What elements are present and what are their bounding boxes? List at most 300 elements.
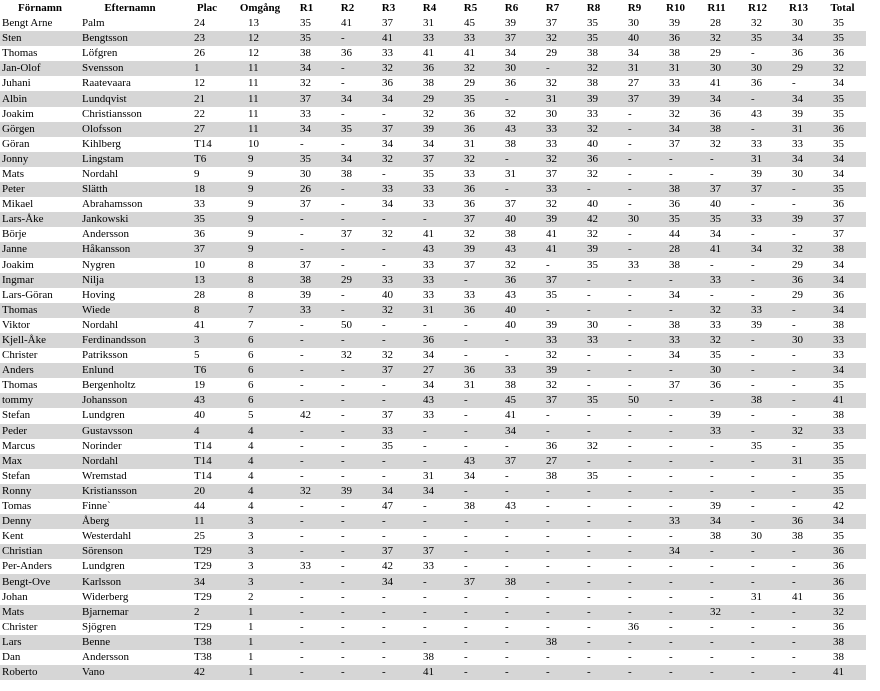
score-cell: 32 — [532, 31, 573, 46]
score-cell: - — [655, 484, 696, 499]
score-cell: 40 — [710, 198, 721, 211]
score-cell: - — [614, 363, 655, 378]
score-cell: 32 — [368, 152, 409, 167]
table-row — [0, 227, 866, 242]
score-cell: 38 — [505, 137, 516, 150]
score-cell: - — [409, 574, 450, 589]
score-cell: 29 — [792, 258, 803, 271]
score-cell: 36 — [833, 560, 844, 573]
score-cell: - — [710, 288, 714, 301]
score-cell: - — [382, 650, 386, 663]
score-cell: - — [628, 137, 632, 150]
score-cell: 9 — [248, 228, 254, 241]
score-cell: 33 — [423, 198, 434, 211]
score-cell: - — [778, 363, 819, 378]
column-header: Total — [830, 2, 855, 14]
score-cell: - — [409, 635, 450, 650]
score-cell: T29 — [194, 620, 212, 633]
score-cell: - — [341, 620, 345, 633]
score-cell: 34 — [368, 91, 409, 106]
score-cell: 37 — [491, 454, 532, 469]
score-cell: 34 — [737, 242, 778, 257]
table-row — [0, 122, 866, 137]
score-cell: - — [505, 620, 509, 633]
score-cell: 40 — [491, 212, 532, 227]
table-row — [0, 31, 866, 46]
score-cell: - — [327, 665, 368, 680]
last-name-cell: Johansson — [80, 393, 180, 408]
last-name-cell: Nilja — [80, 273, 180, 288]
score-cell: 32 — [505, 107, 516, 120]
score-cell: - — [300, 349, 304, 362]
score-cell: 3 — [234, 574, 286, 589]
score-cell: - — [532, 61, 573, 76]
score-cell: - — [464, 439, 468, 452]
score-cell: - — [669, 167, 673, 180]
score-cell: - — [341, 258, 345, 271]
score-cell: 36 — [464, 107, 475, 120]
score-cell: 3 — [234, 514, 286, 529]
score-cell: T14 — [194, 469, 212, 482]
score-cell: - — [655, 393, 696, 408]
score-cell: - — [751, 258, 755, 271]
score-cell: 41 — [792, 590, 803, 603]
score-cell: 37 — [368, 122, 409, 137]
score-cell: - — [341, 288, 345, 301]
score-cell: 32 — [710, 137, 721, 150]
score-cell: - — [737, 273, 778, 288]
score-cell: 27 — [409, 363, 450, 378]
score-cell: 33 — [450, 31, 491, 46]
score-cell: - — [423, 620, 427, 633]
last-name-cell: Benne — [80, 635, 180, 650]
score-cell: 27 — [180, 122, 234, 137]
score-cell: - — [751, 409, 755, 422]
score-cell: - — [696, 574, 737, 589]
score-cell: - — [464, 318, 468, 331]
score-cell: 32 — [300, 77, 311, 90]
column-header: R9 — [627, 2, 642, 14]
score-cell: 30 — [792, 167, 803, 180]
score-cell: 37 — [833, 228, 844, 241]
score-cell: 33 — [368, 182, 409, 197]
score-cell: 32 — [573, 61, 614, 76]
first-name-cell: Börje — [2, 228, 27, 241]
score-cell: - — [751, 349, 755, 362]
score-cell: 30 — [628, 17, 639, 30]
score-cell: 41 — [464, 47, 475, 60]
score-cell: - — [300, 318, 304, 331]
score-cell: 11 — [234, 91, 286, 106]
score-cell: 36 — [546, 439, 557, 452]
column-header: R5 — [463, 2, 478, 14]
score-cell: 33 — [792, 137, 803, 150]
score-cell: 43 — [409, 393, 450, 408]
score-cell: 23 — [180, 31, 234, 46]
score-cell: - — [464, 590, 468, 603]
score-cell: 37 — [669, 379, 680, 392]
score-cell: - — [669, 650, 673, 663]
score-cell: 21 — [180, 91, 234, 106]
last-name-cell: Lingstam — [80, 152, 180, 167]
score-cell: - — [751, 560, 755, 573]
score-cell: - — [669, 500, 673, 513]
score-cell: - — [737, 122, 778, 137]
score-cell: 32 — [532, 152, 573, 167]
first-name-cell: Juhani — [2, 77, 31, 90]
score-cell: 37 — [450, 212, 491, 227]
score-cell: - — [573, 544, 614, 559]
score-cell: - — [573, 605, 614, 620]
score-cell: 8 — [234, 273, 286, 288]
score-cell: 31 — [532, 91, 573, 106]
table-row — [0, 620, 866, 635]
first-name-cell: Viktor — [2, 318, 31, 331]
score-cell: 41 — [423, 47, 434, 60]
score-cell: 33 — [409, 31, 450, 46]
score-cell: - — [628, 318, 632, 331]
score-cell: - — [792, 379, 796, 392]
first-name-cell: Kent — [2, 530, 24, 543]
score-cell: - — [792, 228, 796, 241]
first-name-cell: Albin — [0, 91, 80, 106]
score-cell: 36 — [464, 198, 475, 211]
score-cell: - — [696, 484, 737, 499]
score-cell: - — [614, 635, 655, 650]
last-name-cell: Patriksson — [82, 349, 128, 362]
score-cell: - — [737, 635, 778, 650]
score-cell: - — [573, 635, 614, 650]
score-cell: - — [532, 484, 573, 499]
last-name-cell: Löfgren — [82, 47, 118, 60]
score-cell: - — [696, 393, 737, 408]
score-cell: 34 — [819, 273, 866, 288]
score-cell: 40 — [587, 198, 598, 211]
score-cell: - — [614, 152, 655, 167]
score-cell: - — [450, 333, 491, 348]
score-cell: - — [382, 258, 386, 271]
score-cell: - — [300, 500, 304, 513]
last-name-cell: Nordahl — [80, 454, 180, 469]
table-row — [0, 91, 866, 106]
score-cell: 33 — [423, 258, 434, 271]
score-cell: - — [792, 650, 796, 663]
score-cell: - — [341, 137, 345, 150]
first-name-cell: Bengt-Ove — [0, 574, 80, 589]
score-cell: - — [464, 409, 468, 422]
score-cell: 34 — [778, 91, 819, 106]
first-name-cell: Tomas — [2, 500, 32, 513]
score-cell: - — [382, 469, 386, 482]
score-cell: - — [655, 574, 696, 589]
last-name-cell: Lundqvist — [80, 91, 180, 106]
score-cell: 34 — [382, 137, 393, 150]
score-cell: 32 — [423, 107, 434, 120]
score-cell: - — [464, 560, 468, 573]
score-cell: - — [778, 393, 819, 408]
score-cell: 33 — [409, 182, 450, 197]
last-name-cell: Lundgren — [82, 409, 125, 422]
score-cell: - — [751, 620, 755, 633]
score-cell: - — [382, 107, 386, 120]
score-cell: 41 — [546, 228, 557, 241]
score-cell: - — [409, 454, 450, 469]
score-cell: 36 — [491, 273, 532, 288]
score-cell: 42 — [300, 409, 311, 422]
score-cell: 36 — [710, 107, 721, 120]
score-cell: 1 — [248, 650, 254, 663]
table-row — [0, 318, 866, 333]
first-name-cell: Thomas — [0, 303, 80, 318]
column-header: R12 — [748, 2, 767, 14]
score-cell: 38 — [587, 77, 598, 90]
score-cell: 8 — [248, 258, 254, 271]
score-cell: 37 — [532, 273, 573, 288]
table-row — [0, 16, 866, 31]
table-row — [0, 590, 866, 605]
score-cell: 34 — [505, 47, 516, 60]
column-header: R8 — [586, 2, 601, 14]
last-name-cell: Karlsson — [80, 574, 180, 589]
score-cell: - — [737, 544, 778, 559]
score-cell: 36 — [833, 590, 844, 603]
last-name-cell: Andersson — [82, 228, 130, 241]
score-cell: 42 — [180, 665, 234, 680]
score-cell: - — [587, 409, 591, 422]
score-cell: - — [286, 424, 327, 439]
score-cell: 37 — [382, 409, 393, 422]
score-cell: 39 — [532, 363, 573, 378]
score-cell: 35 — [819, 484, 866, 499]
score-cell: 32 — [368, 61, 409, 76]
score-cell: 32 — [368, 303, 409, 318]
score-cell: 33 — [368, 273, 409, 288]
score-cell: 37 — [286, 91, 327, 106]
score-cell: 4 — [180, 424, 234, 439]
score-cell: 37 — [737, 182, 778, 197]
score-cell: 32 — [696, 303, 737, 318]
column-header: R10 — [666, 2, 685, 14]
score-cell: - — [614, 333, 655, 348]
score-cell: 6 — [234, 393, 286, 408]
score-cell: - — [464, 620, 468, 633]
score-cell: 39 — [710, 500, 721, 513]
score-cell: - — [669, 620, 673, 633]
score-cell: 38 — [669, 47, 680, 60]
score-cell: - — [300, 439, 304, 452]
first-name-cell: Ingmar — [0, 273, 80, 288]
score-cell: 36 — [819, 122, 866, 137]
column-header: Omgång — [239, 2, 281, 14]
score-cell: - — [614, 514, 655, 529]
score-cell: - — [341, 198, 345, 211]
score-cell: 38 — [505, 228, 516, 241]
score-cell: 43 — [505, 500, 516, 513]
score-cell: 10 — [248, 137, 259, 150]
score-cell: 11 — [248, 77, 259, 90]
score-cell: - — [382, 590, 386, 603]
score-cell: - — [546, 590, 550, 603]
first-name-cell: Thomas — [2, 379, 38, 392]
first-name-cell: Per-Anders — [2, 560, 52, 573]
score-cell: 36 — [710, 379, 721, 392]
score-cell: 36 — [505, 77, 516, 90]
score-cell: 35 — [819, 91, 866, 106]
score-cell: - — [587, 379, 591, 392]
score-cell: - — [614, 303, 655, 318]
score-cell: - — [710, 167, 714, 180]
score-cell: - — [368, 665, 409, 680]
score-cell: 35 — [833, 439, 844, 452]
score-cell: 10 — [194, 258, 205, 271]
score-cell: - — [327, 363, 368, 378]
first-name-cell: Göran — [2, 137, 30, 150]
score-cell: 6 — [248, 349, 254, 362]
score-cell: - — [341, 77, 345, 90]
score-cell: 39 — [778, 212, 819, 227]
score-cell: 41 — [532, 242, 573, 257]
score-cell: 35 — [587, 469, 598, 482]
score-cell: - — [300, 137, 304, 150]
score-cell: 35 — [286, 31, 327, 46]
score-cell: - — [737, 363, 778, 378]
score-cell: 35 — [737, 31, 778, 46]
score-cell: - — [669, 530, 673, 543]
score-cell: 5 — [248, 409, 254, 422]
last-name-cell: Nygren — [82, 258, 115, 271]
first-name-cell: Stefan — [2, 469, 31, 482]
score-cell: - — [792, 409, 796, 422]
score-cell: 32 — [546, 77, 557, 90]
score-cell: 37 — [368, 544, 409, 559]
score-cell: 36 — [573, 152, 614, 167]
score-cell: 44 — [194, 500, 205, 513]
score-cell: - — [450, 393, 491, 408]
score-cell: - — [382, 620, 386, 633]
score-cell: 35 — [546, 288, 557, 301]
score-cell: - — [655, 273, 696, 288]
score-cell: 36 — [778, 514, 819, 529]
score-cell: 34 — [491, 424, 532, 439]
score-cell: - — [300, 650, 304, 663]
score-cell: 39 — [300, 288, 311, 301]
score-cell: 31 — [751, 590, 762, 603]
score-cell: - — [628, 500, 632, 513]
score-cell: 36 — [409, 61, 450, 76]
score-cell: 34 — [628, 47, 639, 60]
score-cell: 1 — [234, 665, 286, 680]
score-cell: 6 — [234, 363, 286, 378]
last-name-cell: Nordahl — [82, 318, 119, 331]
score-cell: T29 — [180, 544, 234, 559]
score-cell: 39 — [669, 17, 680, 30]
score-cell: 38 — [819, 635, 866, 650]
score-cell: 39 — [450, 242, 491, 257]
score-cell: 39 — [409, 122, 450, 137]
score-cell: - — [368, 514, 409, 529]
score-cell: 29 — [710, 47, 721, 60]
score-cell: - — [286, 574, 327, 589]
score-cell: 32 — [587, 439, 598, 452]
score-cell: - — [341, 107, 345, 120]
score-cell: 32 — [341, 349, 352, 362]
score-cell: 4 — [248, 500, 254, 513]
score-cell: - — [327, 242, 368, 257]
score-cell: - — [300, 469, 304, 482]
score-cell: - — [573, 514, 614, 529]
first-name-cell: Sten — [0, 31, 80, 46]
score-cell: 35 — [833, 379, 844, 392]
score-cell: - — [505, 560, 509, 573]
score-cell: 28 — [710, 17, 721, 30]
score-cell: 32 — [669, 107, 680, 120]
score-cell: - — [778, 182, 819, 197]
score-cell: 33 — [368, 424, 409, 439]
score-cell: 38 — [300, 47, 311, 60]
score-cell: 38 — [532, 635, 573, 650]
score-cell: 32 — [382, 349, 393, 362]
score-cell: 37 — [300, 258, 311, 271]
score-cell: 39 — [751, 167, 762, 180]
score-cell: 33 — [628, 258, 639, 271]
table-row — [0, 559, 866, 574]
score-cell: 9 — [248, 167, 254, 180]
score-cell: - — [792, 500, 796, 513]
score-cell: 9 — [194, 167, 200, 180]
score-cell: 32 — [573, 122, 614, 137]
score-cell: 40 — [587, 137, 598, 150]
score-cell: - — [587, 288, 591, 301]
score-cell: 35 — [833, 107, 844, 120]
score-cell: 42 — [382, 560, 393, 573]
score-cell: 38 — [833, 650, 844, 663]
score-cell: 36 — [833, 288, 844, 301]
score-cell: 9 — [234, 242, 286, 257]
score-cell: 37 — [696, 182, 737, 197]
table-row — [0, 182, 866, 197]
score-cell: - — [300, 590, 304, 603]
score-cell: 39 — [532, 212, 573, 227]
score-cell: 38 — [464, 500, 475, 513]
score-cell: 34 — [423, 379, 434, 392]
score-cell: 11 — [180, 514, 234, 529]
score-cell: 42 — [573, 212, 614, 227]
score-cell: 9 — [234, 212, 286, 227]
score-cell: 43 — [180, 393, 234, 408]
score-cell: 37 — [341, 228, 352, 241]
score-cell: - — [614, 574, 655, 589]
score-cell: - — [628, 650, 632, 663]
table-row — [0, 605, 866, 620]
score-cell: 35 — [450, 91, 491, 106]
score-cell: - — [614, 665, 655, 680]
score-cell: 36 — [751, 77, 762, 90]
score-cell: 40 — [491, 303, 532, 318]
score-cell: 38 — [491, 574, 532, 589]
score-cell: 41 — [819, 665, 866, 680]
score-cell: 32 — [450, 152, 491, 167]
score-cell: 41 — [696, 242, 737, 257]
first-name-cell: Görgen — [0, 122, 80, 137]
table-row — [0, 393, 866, 408]
score-cell: 50 — [614, 393, 655, 408]
table-row — [0, 137, 866, 152]
table-row — [0, 574, 866, 589]
score-cell: - — [792, 439, 796, 452]
score-cell: 33 — [710, 318, 721, 331]
last-name-cell: Norinder — [82, 439, 122, 452]
score-cell: 40 — [194, 409, 205, 422]
